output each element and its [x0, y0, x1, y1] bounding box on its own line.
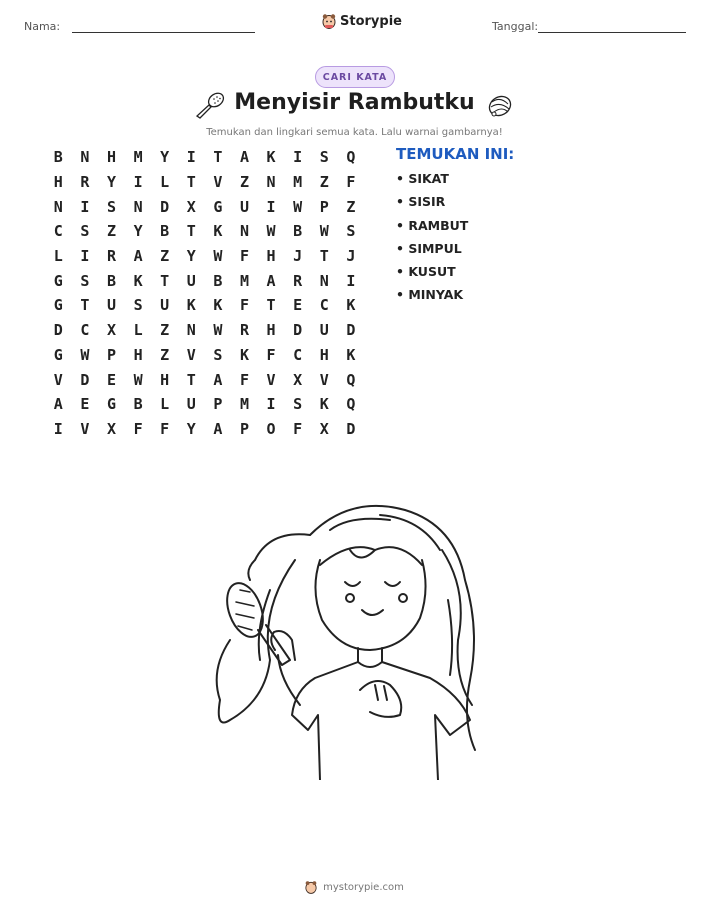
grid-cell[interactable]: I	[266, 395, 276, 414]
grid-cell[interactable]: C	[319, 296, 329, 315]
grid-cell[interactable]: Z	[106, 222, 116, 241]
grid-cell[interactable]: X	[319, 419, 329, 438]
grid-cell[interactable]: X	[186, 197, 196, 216]
grid-cell[interactable]: B	[106, 271, 116, 290]
grid-cell[interactable]: H	[266, 321, 276, 340]
grid-cell[interactable]: J	[346, 247, 356, 266]
grid-cell[interactable]: I	[53, 419, 63, 438]
grid-cell[interactable]: A	[213, 419, 223, 438]
grid-cell[interactable]: V	[319, 370, 329, 389]
instructions: Temukan dan lingkari semua kata. Lalu warnai gambarnya!	[206, 127, 503, 138]
word-list	[396, 171, 468, 311]
grid-cell[interactable]: Z	[346, 197, 356, 216]
grid-cell[interactable]: M	[239, 271, 249, 290]
name-line[interactable]	[72, 32, 255, 33]
grid-cell[interactable]: F	[346, 173, 356, 192]
grid-cell[interactable]: G	[53, 296, 63, 315]
grid-cell[interactable]: Z	[160, 345, 170, 364]
grid-cell[interactable]: B	[133, 395, 143, 414]
grid-cell[interactable]: F	[239, 296, 249, 315]
grid-cell[interactable]: T	[160, 271, 170, 290]
grid-cell[interactable]: W	[213, 321, 223, 340]
grid-cell[interactable]: L	[53, 247, 63, 266]
grid-cell[interactable]: P	[106, 345, 116, 364]
grid-cell[interactable]: A	[133, 247, 143, 266]
grid-cell[interactable]: P	[213, 395, 223, 414]
grid-cell[interactable]: B	[53, 148, 63, 167]
grid-cell[interactable]: Z	[160, 321, 170, 340]
grid-cell[interactable]: D	[346, 419, 356, 438]
grid-cell[interactable]: I	[293, 148, 303, 167]
word-item: • RAMBUT	[396, 217, 469, 233]
grid-cell[interactable]: T	[186, 370, 196, 389]
grid-cell[interactable]: N	[53, 197, 63, 216]
grid-cell[interactable]: W	[319, 222, 329, 241]
grid-cell[interactable]: M	[239, 395, 249, 414]
hair-tie-icon	[486, 92, 514, 120]
grid-cell[interactable]: V	[80, 419, 90, 438]
grid-cell[interactable]: T	[186, 173, 196, 192]
date-line[interactable]	[538, 32, 686, 33]
grid-cell[interactable]: Z	[319, 173, 329, 192]
grid-cell[interactable]: I	[346, 271, 356, 290]
name-label: Nama:	[24, 20, 61, 33]
grid-cell[interactable]: Z	[160, 247, 170, 266]
grid-cell[interactable]: J	[293, 247, 303, 266]
grid-cell[interactable]: S	[80, 222, 90, 241]
grid-cell[interactable]: L	[133, 321, 143, 340]
footer	[0, 880, 709, 894]
grid-cell[interactable]: P	[319, 197, 329, 216]
grid-cell[interactable]: N	[266, 173, 276, 192]
grid-cell[interactable]: Y	[133, 222, 143, 241]
grid-cell[interactable]: T	[319, 247, 329, 266]
grid-cell[interactable]: S	[106, 197, 116, 216]
grid-cell[interactable]: R	[80, 173, 90, 192]
grid-cell[interactable]: P	[239, 419, 249, 438]
word-item: • SIMPUL	[396, 240, 462, 256]
grid-cell[interactable]: T	[186, 222, 196, 241]
grid-cell[interactable]: Q	[346, 370, 356, 389]
footer-url[interactable]: mystorypie.com	[323, 881, 404, 893]
grid-cell[interactable]: Y	[186, 419, 196, 438]
word-item: • SISIR	[396, 194, 446, 210]
grid-cell[interactable]: B	[160, 222, 170, 241]
grid-cell[interactable]: I	[186, 148, 196, 167]
grid-cell[interactable]: U	[160, 296, 170, 315]
grid-cell[interactable]: D	[80, 370, 90, 389]
grid-cell[interactable]: G	[106, 395, 116, 414]
grid-cell[interactable]: I	[133, 173, 143, 192]
grid-cell[interactable]: U	[106, 296, 116, 315]
grid-cell[interactable]: Z	[239, 173, 249, 192]
grid-cell[interactable]: Y	[186, 247, 196, 266]
grid-cell[interactable]: X	[106, 321, 116, 340]
grid-cell[interactable]: C	[293, 345, 303, 364]
grid-cell[interactable]: V	[53, 370, 63, 389]
grid-cell[interactable]: A	[53, 395, 63, 414]
grid-cell[interactable]: N	[186, 321, 196, 340]
puzzle-type-badge: CARI KATA	[315, 66, 395, 88]
grid-cell[interactable]: U	[239, 197, 249, 216]
grid-cell[interactable]: Q	[346, 148, 356, 167]
grid-cell[interactable]: K	[266, 148, 276, 167]
grid-cell[interactable]: H	[319, 345, 329, 364]
grid-cell[interactable]: S	[346, 222, 356, 241]
grid-cell[interactable]: A	[266, 271, 276, 290]
grid-cell[interactable]: U	[319, 321, 329, 340]
grid-cell[interactable]: D	[53, 321, 63, 340]
grid-cell[interactable]: W	[133, 370, 143, 389]
grid-cell[interactable]: U	[186, 271, 196, 290]
grid-cell[interactable]: F	[239, 247, 249, 266]
grid-cell[interactable]: W	[80, 345, 90, 364]
grid-cell[interactable]: W	[213, 247, 223, 266]
grid-cell[interactable]: S	[133, 296, 143, 315]
grid-cell[interactable]: C	[80, 321, 90, 340]
grid-cell[interactable]: S	[80, 271, 90, 290]
grid-cell[interactable]: F	[266, 345, 276, 364]
grid-cell[interactable]: I	[80, 247, 90, 266]
grid-cell[interactable]: G	[213, 197, 223, 216]
grid-cell[interactable]: M	[293, 173, 303, 192]
grid-cell[interactable]: Y	[106, 173, 116, 192]
grid-cell[interactable]: A	[213, 370, 223, 389]
grid-cell[interactable]: L	[160, 395, 170, 414]
grid-cell[interactable]: N	[239, 222, 249, 241]
word-search-grid	[45, 145, 364, 441]
word-item: • SIKAT	[396, 171, 449, 186]
grid-cell[interactable]: K	[186, 296, 196, 315]
brand	[322, 13, 402, 29]
grid-cell[interactable]: F	[133, 419, 143, 438]
grid-cell[interactable]: E	[293, 296, 303, 315]
grid-cell[interactable]: N	[80, 148, 90, 167]
grid-cell[interactable]: A	[239, 148, 249, 167]
grid-cell[interactable]: G	[53, 345, 63, 364]
grid-cell[interactable]: V	[213, 173, 223, 192]
grid-cell[interactable]: V	[266, 370, 276, 389]
grid-cell[interactable]: K	[346, 345, 356, 364]
grid-cell[interactable]: H	[53, 173, 63, 192]
grid-cell[interactable]: K	[346, 296, 356, 315]
grid-cell[interactable]: E	[106, 370, 116, 389]
grid-cell[interactable]: R	[106, 247, 116, 266]
grid-cell[interactable]: G	[53, 271, 63, 290]
grid-cell[interactable]: D	[160, 197, 170, 216]
grid-cell[interactable]: O	[266, 419, 276, 438]
grid-cell[interactable]: H	[106, 148, 116, 167]
grid-cell[interactable]: H	[160, 370, 170, 389]
grid-cell[interactable]: W	[293, 197, 303, 216]
word-item: • MINYAK	[396, 287, 464, 303]
grid-cell[interactable]: I	[80, 197, 90, 216]
word-list-title: TEMUKAN INI:	[396, 145, 515, 163]
grid-cell[interactable]: S	[293, 395, 303, 414]
grid-cell[interactable]: S	[213, 345, 223, 364]
date-label: Tanggal:	[492, 20, 539, 33]
grid-cell[interactable]: N	[319, 271, 329, 290]
grid-cell[interactable]: H	[266, 247, 276, 266]
grid-cell[interactable]: T	[80, 296, 90, 315]
girl-brushing-hair-illustration[interactable]	[200, 490, 500, 780]
brand-name: Storypie	[340, 13, 402, 29]
grid-cell[interactable]: X	[293, 370, 303, 389]
grid-cell[interactable]: F	[293, 419, 303, 438]
storypie-logo-icon	[322, 13, 336, 29]
grid-cell[interactable]: C	[53, 222, 63, 241]
grid-cell[interactable]: K	[319, 395, 329, 414]
grid-cell[interactable]: R	[239, 321, 249, 340]
grid-cell[interactable]: Q	[346, 395, 356, 414]
grid-cell[interactable]: R	[293, 271, 303, 290]
page-title: Menyisir Rambutku	[234, 90, 475, 115]
grid-cell[interactable]: V	[186, 345, 196, 364]
grid-cell[interactable]: K	[213, 296, 223, 315]
grid-cell[interactable]: T	[213, 148, 223, 167]
grid-cell[interactable]: N	[133, 197, 143, 216]
storypie-logo-icon	[305, 880, 317, 894]
grid-cell[interactable]: B	[293, 222, 303, 241]
grid-cell[interactable]: M	[133, 148, 143, 167]
grid-cell[interactable]: U	[186, 395, 196, 414]
grid-cell[interactable]: T	[266, 296, 276, 315]
grid-cell[interactable]: F	[160, 419, 170, 438]
grid-cell[interactable]: S	[319, 148, 329, 167]
grid-cell[interactable]: Y	[160, 148, 170, 167]
grid-cell[interactable]: I	[266, 197, 276, 216]
grid-cell[interactable]: X	[106, 419, 116, 438]
grid-cell[interactable]: L	[160, 173, 170, 192]
grid-cell[interactable]: K	[239, 345, 249, 364]
grid-cell[interactable]: K	[133, 271, 143, 290]
grid-cell[interactable]: E	[80, 395, 90, 414]
grid-cell[interactable]: W	[266, 222, 276, 241]
grid-cell[interactable]: D	[293, 321, 303, 340]
grid-cell[interactable]: B	[213, 271, 223, 290]
grid-cell[interactable]: F	[239, 370, 249, 389]
grid-cell[interactable]: H	[133, 345, 143, 364]
word-item: • KUSUT	[396, 264, 456, 280]
grid-cell[interactable]: D	[346, 321, 356, 340]
grid-cell[interactable]: K	[213, 222, 223, 241]
